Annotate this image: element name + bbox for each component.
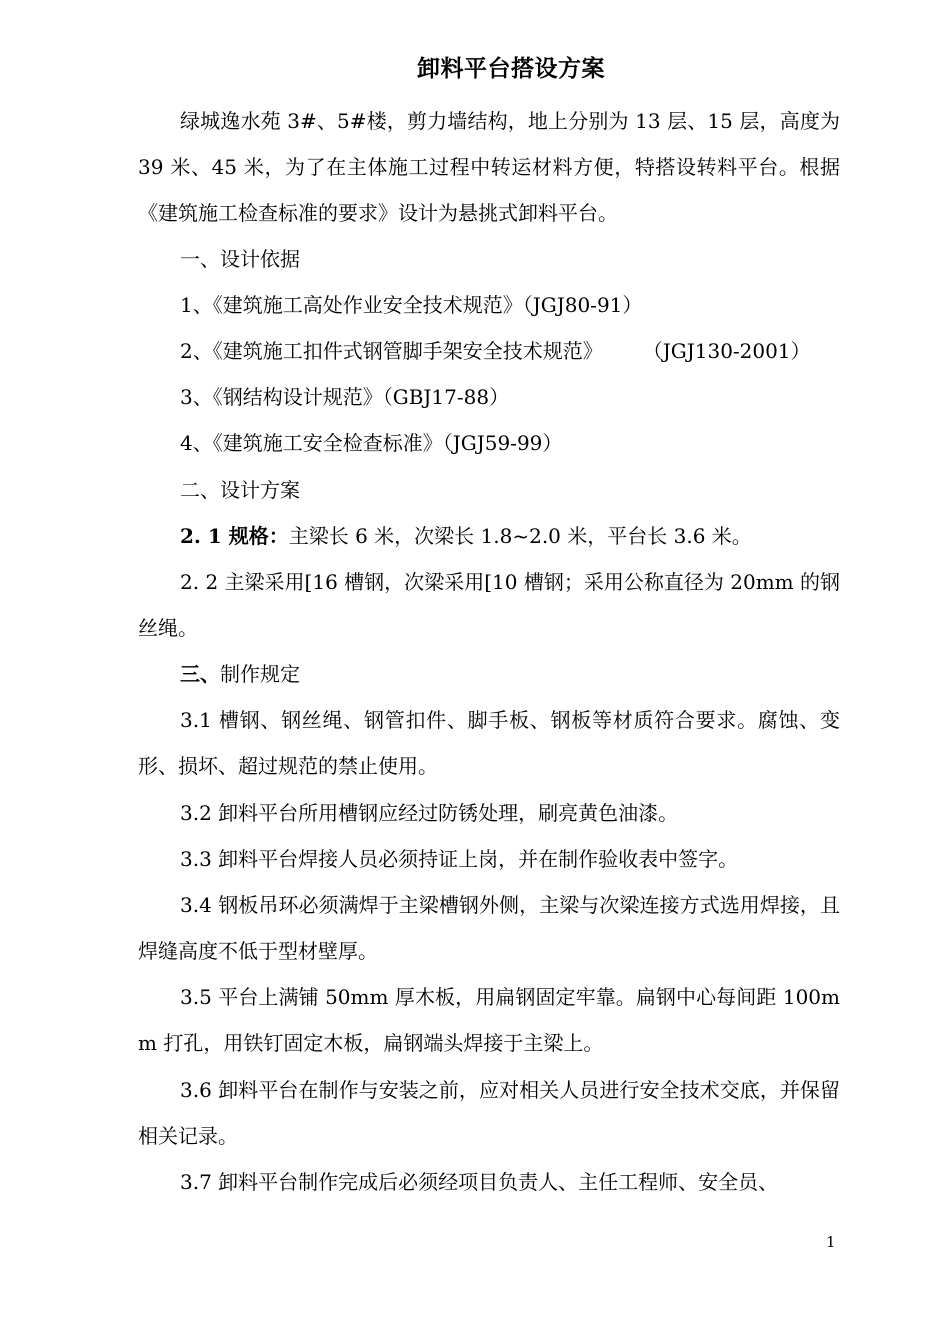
spec-2-1-label: 2. 1 规格： (180, 524, 289, 548)
rule-3-2: 3.2 卸料平台所用槽钢应经过防锈处理，刷亮黄色油漆。 (180, 801, 679, 825)
reference-item-4: 4、《建筑施工安全检查标准》（JGJ59-99） (180, 431, 563, 455)
spec-2-1 (180, 513, 840, 559)
document-title: 卸料平台搭设方案 (417, 55, 605, 82)
intro-paragraph: 绿城逸水苑 3#、5#楼，剪力墙结构，地上分别为 13 层、15 层，高度为 39 米、45 米，为了在主体施工过程中转运材料方便，特搭设转料平台。根据《建筑施工检查标准的要求》设计为悬挑式卸料平台。 (138, 109, 840, 225)
section-heading-basis: 一、设计依据 (180, 247, 300, 271)
rule-3-1: 3.1 槽钢、钢丝绳、钢管扣件、脚手板、钢板等材质符合要求。腐蚀、变形、损坏、超过规范的禁止使用。 (138, 708, 840, 778)
rule-3-6: 3.6 卸料平台在制作与安装之前，应对相关人员进行安全技术交底，并保留相关记录。 (138, 1078, 840, 1148)
rule-3-3: 3.3 卸料平台焊接人员必须持证上岗，并在制作验收表中签字。 (180, 847, 739, 871)
reference-item-2-code: （JGJ130-2001） (642, 339, 811, 363)
reference-item-2-title: 2、《建筑施工扣件式钢管脚手架安全技术规范》 (180, 339, 603, 363)
reference-item-2 (180, 328, 840, 374)
section-heading-fabrication-number: 三、 (180, 662, 220, 686)
page-number: 1 (826, 1233, 836, 1251)
rule-3-7: 3.7 卸料平台制作完成后必须经项目负责人、主任工程师、安全员、 (180, 1170, 779, 1194)
rule-3-4: 3.4 钢板吊环必须满焊于主梁槽钢外侧，主梁与次梁连接方式选用焊接，且焊缝高度不低于型材壁厚。 (138, 893, 840, 963)
spec-2-1-text: 主梁长 6 米，次梁长 1.8~2.0 米，平台长 3.6 米。 (288, 524, 752, 548)
rule-3-5: 3.5 平台上满铺 50mm 厚木板，用扁钢固定牢靠。扁钢中心每间距 100mm 打孔，用铁钉固定木板，扁钢端头焊接于主梁上。 (138, 985, 840, 1055)
section-heading-fabrication (180, 651, 840, 697)
spec-2-2: 2. 2 主梁采用[16 槽钢，次梁采用[10 槽钢；采用公称直径为 20mm 的钢丝绳。 (138, 570, 840, 640)
reference-item-3: 3、《钢结构设计规范》（GBJ17-88） (180, 385, 510, 409)
reference-item-1: 1、《建筑施工高处作业安全技术规范》（JGJ80-91） (180, 293, 643, 317)
section-heading-fabrication-text: 制作规定 (220, 662, 300, 686)
section-heading-design: 二、设计方案 (180, 478, 300, 502)
